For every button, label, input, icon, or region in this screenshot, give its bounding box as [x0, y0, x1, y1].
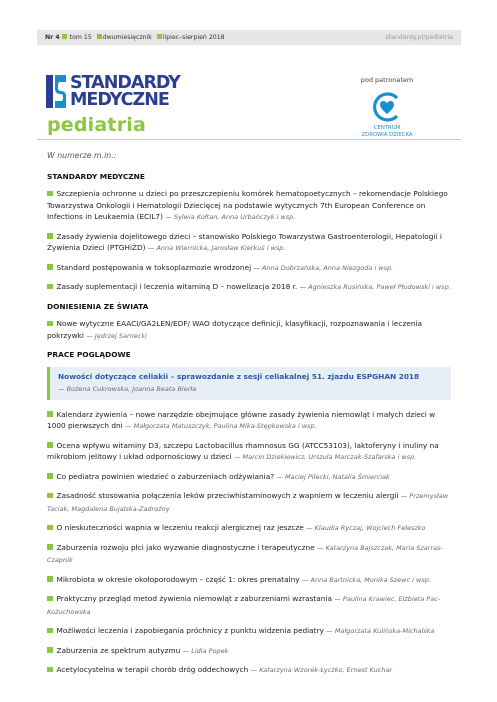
- list-item[interactable]: [47, 471, 451, 484]
- list-item[interactable]: [47, 409, 451, 433]
- issue-info: [45, 30, 226, 45]
- list-item[interactable]: [47, 664, 451, 677]
- article-title: Możliwości leczenia i zapobiegania próchnicy z punktu widzenia pediatry: [56, 626, 324, 635]
- list-item[interactable]: [47, 593, 451, 618]
- article-title: Zaburzenia ze spektrum autyzmu: [56, 645, 181, 655]
- contents-list: [47, 150, 451, 684]
- section-heading: PRACE POGLĄDOWE: [47, 350, 131, 359]
- article-title: Zasadność stosowania połączenia leków przeciwhistaminowych z wapniem w leczeniu alergii: [56, 491, 399, 500]
- article-title: Praktyczny przegląd metod żywienia niemowląt z zaburzeniami wzrastania: [56, 594, 332, 603]
- frequency: dwumiesięcznik: [102, 34, 152, 41]
- patronage-label: pod patronatem: [360, 76, 414, 84]
- green-square-icon: [157, 34, 162, 39]
- article-title: Ocena wpływu witaminy D3, szczepu Lactobacillus rhamnosus GG (ATCC53103), laktoferyny i inuliny na mikrobiom jelitowy i układ odpornościowy u dzieci: [47, 440, 439, 461]
- featured-authors: — Bożena Cukrowska, Joanna Beata Bierła: [58, 385, 197, 393]
- list-item[interactable]: [47, 440, 451, 464]
- article-authors: — Anna Bartnicka, Monika Szewc i wsp.: [301, 575, 431, 584]
- patronage-block: [352, 76, 422, 139]
- article-title: Standard postępowania w toksoplazmozie wrodzonej: [56, 262, 252, 272]
- list-item[interactable]: [47, 542, 451, 567]
- green-bullet-icon: [47, 596, 53, 602]
- journal-name: pediatria: [47, 114, 147, 136]
- issue-number: Nr 4: [45, 34, 60, 41]
- green-bullet-icon: [47, 191, 53, 197]
- green-square-icon: [62, 34, 67, 39]
- green-bullet-icon: [47, 473, 53, 479]
- article-title: Co pediatra powinien wiedzieć o zaburzeniach odżywiania?: [56, 471, 275, 481]
- green-bullet-icon: [47, 264, 53, 270]
- center-name-line1: CENTRUM: [373, 125, 401, 131]
- header-divider: [37, 139, 461, 140]
- article-authors: — Anna Dobrzańska, Anna Niezgoda i wsp.: [253, 263, 394, 272]
- list-item[interactable]: [47, 490, 451, 515]
- green-bullet-icon: [47, 411, 53, 417]
- article-authors: — Katarzyna Bajszczak, Maria Szarras-Czapnik: [47, 543, 443, 564]
- article-title: Zasady suplementacji i leczenia witaminą D – nowelizacja 2018 r.: [56, 282, 298, 291]
- article-authors: — Lidia Popek: [182, 646, 229, 655]
- green-bullet-icon: [47, 493, 53, 499]
- logo-mark-icon: [46, 75, 66, 108]
- green-square-icon: [97, 34, 102, 39]
- list-item[interactable]: [47, 574, 451, 587]
- article-title: Zaburzenia rozwoju płci jako wyzwanie diagnostyczne i terapeutyczne: [56, 542, 315, 552]
- site-url[interactable]: standardy.pl/pediatria: [385, 34, 453, 41]
- article-authors: — Sylwia Kołtan, Anna Urbańczyk i wsp.: [165, 213, 296, 221]
- green-bullet-icon: [47, 525, 53, 531]
- green-bullet-icon: [47, 576, 53, 582]
- article-title: O nieskuteczności wapnia w leczeniu reakcji alergicznej raz jeszcze: [56, 523, 304, 532]
- featured-title: Nowości dotyczące celiakii – sprawozdanie z sesji celiakalnej 51. zjazdu ESPGHAN 2018: [58, 371, 420, 381]
- green-bullet-icon: [47, 284, 53, 290]
- heart-c-logo-icon: [372, 92, 402, 122]
- green-bullet-icon: [47, 667, 53, 673]
- journal-logo: [46, 73, 196, 111]
- list-item[interactable]: [47, 281, 451, 294]
- list-item[interactable]: [47, 522, 451, 535]
- featured-article[interactable]: [47, 367, 451, 400]
- list-item[interactable]: [47, 645, 451, 658]
- list-item[interactable]: [47, 625, 451, 638]
- article-authors: — Jędrzej Sarnecki: [86, 331, 147, 340]
- article-title: Kalendarz żywienia – nowe narzędzie obejmujące główne zasady żywienia niemowląt i małych dzieci w 1000 pierwszych dni: [47, 409, 436, 430]
- article-authors: — Paulina Krawiec, Elżbieta Pac-Kożuchowska: [47, 595, 441, 616]
- top-info-bar: [37, 30, 461, 45]
- period: lipiec–sierpień 2018: [162, 34, 225, 41]
- article-authors: — Katarzyna Wzorek-Łyczko, Ernest Kuchar: [250, 666, 393, 674]
- article-authors: — Klaudia Ryczaj, Wojciech Feleszko: [306, 524, 426, 532]
- lead-text: W numerze m.in.:: [47, 151, 117, 160]
- article-authors: — Przemysław Taciak, Magdalena Bujalska-Zadrożny: [47, 492, 449, 513]
- logo-line2: MEDYCZNE: [70, 90, 169, 110]
- green-bullet-icon: [47, 442, 53, 448]
- green-bullet-icon: [47, 544, 53, 550]
- article-authors: — Małgorzata Kulińska-Michalska: [326, 627, 435, 635]
- article-authors: — Małgorzata Matuszczyk, Paulina Mika-Stępkowska i wsp.: [125, 422, 317, 430]
- list-item[interactable]: [47, 231, 451, 255]
- article-title: Acetylocysteina w terapii chorób dróg oddechowych: [56, 665, 249, 674]
- article-authors: — Anna Wiernicka, Jarosław Kierkuś i wsp.: [147, 244, 286, 252]
- list-item[interactable]: [47, 188, 451, 224]
- green-bullet-icon: [47, 628, 53, 634]
- logo-line1: STANDARDY: [70, 73, 180, 93]
- list-item[interactable]: [47, 318, 451, 342]
- article-authors: — Maciej Pilecki, Natalia Śmierciak: [276, 472, 390, 481]
- green-bullet-icon: [47, 321, 53, 327]
- volume: tom 15: [69, 34, 92, 41]
- section-heading: DONIESIENIA ZE ŚWIATA: [47, 301, 149, 311]
- center-name-line2: ZDROWIA DZIECKA: [361, 132, 413, 138]
- article-title: Szczepienia ochronne u dzieci po przeszczepieniu komórek hematopoetycznych – rekomendacje Polskiego Towarzystwa Onkologii i Hematologii Dziecięcej na podstawie wytycznych 7th European Conference on Infections in Leukaemia (ECIL7): [47, 189, 448, 221]
- article-title: Mikrobiota w okresie okołoporodowym – część 1: okres prenatalny: [56, 574, 300, 584]
- green-bullet-icon: [47, 233, 53, 239]
- list-item[interactable]: [47, 262, 451, 275]
- article-title: Nowe wytyczne EAACI/GA2LEN/EDF/ WAO dotyczące definicji, klasyfikacji, rozpoznawania i leczenia pokrzywki: [47, 319, 423, 340]
- article-authors: — Marcin Dziekiewicz, Urszula Marczak-Szafarska i wsp.: [233, 453, 417, 461]
- section-heading: STANDARDY MEDYCZNE: [47, 171, 145, 181]
- article-authors: — Agnieszka Rusińska, Paweł Płudowski i wsp.: [299, 283, 451, 291]
- green-bullet-icon: [47, 647, 53, 653]
- article-title: Zasady żywienia dojelitowego dzieci – stanowisko Polskiego Towarzystwa Gastroenterologii, Hepatologii i Żywienia Dzieci (PTGHiŻD): [47, 231, 442, 252]
